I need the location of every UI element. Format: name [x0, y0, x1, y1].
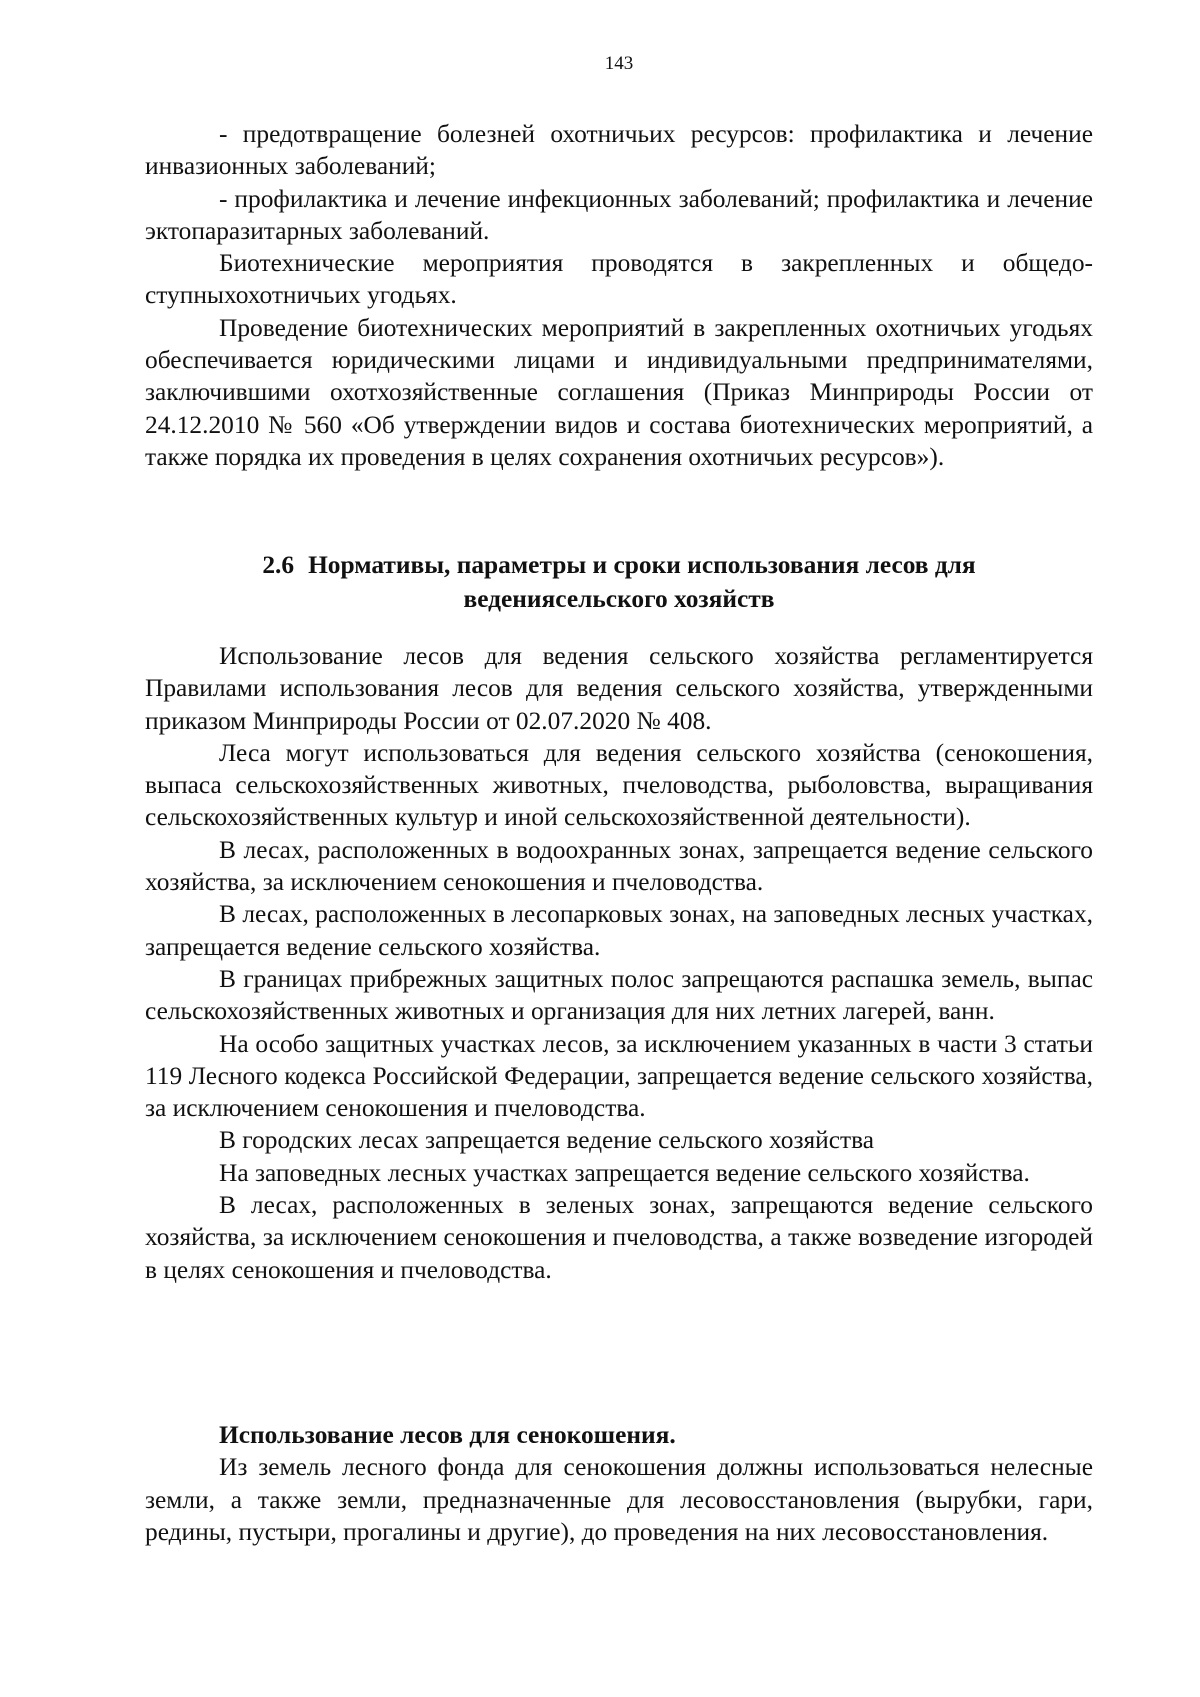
paragraph: - предотвращение болезней охотничьих ресурсов: профилактика и лечение инвазионных заболеваний;	[145, 120, 1093, 181]
paragraph: Использование лесов для ведения сельского хозяйства регламентируется Правилами использования лесов для ведения сельского хозяйства, утвержденными приказом Минприроды России от 02.07.2020 № 408.	[145, 642, 1093, 735]
paragraph: - профилактика и лечение инфекционных заболеваний; профилактика и лечение эктопаразитарных заболеваний.	[145, 184, 1093, 245]
paragraph: Леса могут использоваться для ведения сельского хозяйства (сенокошения, выпаса сельскохозяйственных животных, пчеловодства, рыболовства, выращивания сельскохозяйственных культур и иной сельскохозяйственной деятельности).	[145, 738, 1093, 832]
paragraph: В лесах, расположенных в водоохранных зонах, запрещается ведение сельского хозяйства, за исключением сенокошения и пчеловодства.	[145, 835, 1093, 897]
paragraph: Проведение биотехнических мероприятий в закрепленных охотничьих угодьях обеспечивается юридическими лицами и индивидуальными предпринимателями, заключившими охотхозяйственные соглашения (Приказ Минприроды России от 24.12.2010 № 560 «Об утверждении видов и состава биотехнических мероприятий, а также порядка их проведения в целях сохранения охотничьих ресурсов»).	[145, 313, 1093, 471]
intro-text-block	[145, 118, 1093, 473]
paragraph: На особо защитных участках лесов, за исключением указанных в части 3 статьи 119 Лесного кодекса Российской Федерации, запрещается ведение сельского хозяйства, за исключением сенокошения и пчеловодства.	[145, 1029, 1093, 1123]
section-title-line-2: ведениясельского хозяйств	[463, 585, 775, 613]
subsection-text-block	[145, 1419, 1093, 1548]
paragraph: В границах прибрежных защитных полос запрещаются распашка земель, выпас сельскохозяйственных животных и организация для них летних лагерей, ванн.	[145, 964, 1093, 1026]
subsection-heading: Использование лесов для сенокошения.	[219, 1421, 676, 1449]
paragraph: В городских лесах запрещается ведение сельского хозяйства	[219, 1126, 875, 1155]
paragraph: В лесах, расположенных в лесопарковых зонах, на заповедных лесных участках, запрещается ведение сельского хозяйства.	[145, 900, 1093, 961]
page-number: 143	[604, 53, 634, 74]
paragraph: В лесах, расположенных в зеленых зонах, запрещаются ведение сельского хозяйства, за исключением сенокошения и пчеловодства, а также возведение изгородей в целях сенокошения и пчеловодства.	[145, 1191, 1093, 1284]
paragraph: Из земель лесного фонда для сенокошения должны использоваться нелесные земли, а также земли, предназначенные для лесовосстановления (вырубки, гари, редины, пустыри, прогалины и другие), до проведения на них лесовосстановления.	[145, 1453, 1093, 1546]
section-text-block	[145, 640, 1093, 1286]
section-heading	[145, 548, 1093, 616]
section-number: 2.6	[262, 551, 295, 579]
section-title-line-1: Нормативы, параметры и сроки использования лесов для	[308, 551, 976, 579]
paragraph: Биотехнические мероприятия проводятся в закрепленных и общедоступныхохотничьих угодьях.	[145, 249, 1093, 310]
paragraph: На заповедных лесных участках запрещается ведение сельского хозяйства.	[219, 1158, 1030, 1187]
